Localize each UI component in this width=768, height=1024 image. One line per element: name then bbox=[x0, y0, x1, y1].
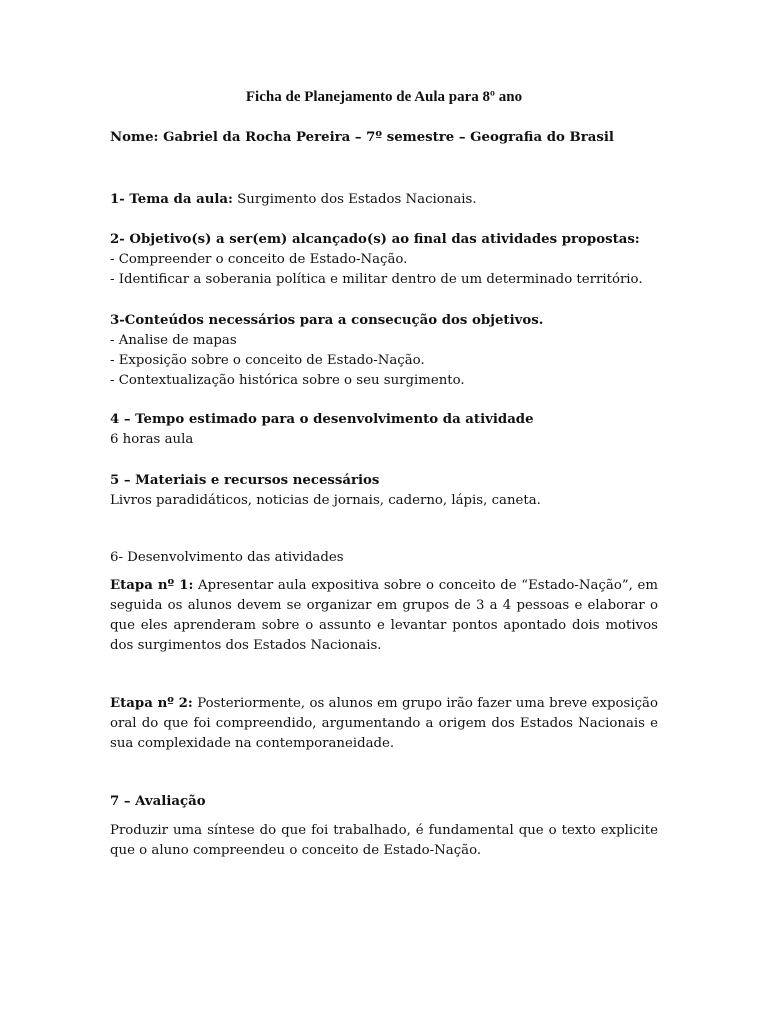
content-item: - Exposição sobre o conceito de Estado-Nação. bbox=[110, 353, 425, 368]
content-item: - Analise de mapas bbox=[110, 333, 237, 348]
section-4-text: 6 horas aula bbox=[110, 432, 194, 447]
objective-item: - Identificar a soberania política e militar dentro de um determinado território. bbox=[110, 272, 643, 287]
section-4-time bbox=[110, 410, 658, 450]
etapa-2-paragraph bbox=[110, 694, 658, 754]
section-2-heading: 2- Objetivo(s) a ser(em) alcançado(s) ao final das atividades propostas: bbox=[110, 232, 640, 247]
etapa-1-paragraph bbox=[110, 576, 658, 656]
document-title: Ficha de Planejamento de Aula para 8º ano bbox=[245, 89, 523, 105]
objective-item: - Compreender o conceito de Estado-Nação. bbox=[110, 252, 408, 267]
section-5-materials bbox=[110, 471, 658, 511]
section-2-objectives bbox=[110, 230, 658, 290]
section-6-heading: 6- Desenvolvimento das atividades bbox=[110, 550, 344, 565]
etapa-1-text: Apresentar aula expositiva sobre o conceito de “Estado-Nação”, em seguida os alunos devem se organizar em grupos de 3 a 4 pessoas e elaborar o que eles aprenderam sobre o assunto e levantar pontos apontado dois motivos dos surgimentos dos Estados Nacionais. bbox=[110, 578, 658, 653]
section-1-label: 1- Tema da aula: bbox=[110, 192, 233, 207]
section-7-heading: 7 – Avaliação bbox=[110, 794, 206, 809]
section-1-theme bbox=[110, 190, 658, 210]
section-5-text: Livros paradidáticos, noticias de jornais, caderno, lápis, caneta. bbox=[110, 493, 541, 508]
etapa-1-label: Etapa nº 1: bbox=[110, 578, 194, 593]
content-item: - Contextualização histórica sobre o seu surgimento. bbox=[110, 373, 465, 388]
section-4-heading: 4 – Tempo estimado para o desenvolvimento da atividade bbox=[110, 412, 534, 427]
section-3-heading: 3-Conteúdos necessários para a consecução dos objetivos. bbox=[110, 313, 544, 328]
etapa-2-label: Etapa nº 2: bbox=[110, 696, 193, 711]
section-7-text: Produzir uma síntese do que foi trabalhado, é fundamental que o texto explicite que o aluno compreendeu o conceito de Estado-Nação. bbox=[110, 823, 658, 858]
section-3-contents bbox=[110, 311, 658, 391]
etapa-2-text: Posteriormente, os alunos em grupo irão fazer uma breve exposição oral do que foi compreendido, argumentando a origem dos Estados Nacionais e sua complexidade na contemporaneidade. bbox=[110, 696, 658, 751]
section-5-heading: 5 – Materiais e recursos necessários bbox=[110, 473, 380, 488]
section-1-text: Surgimento dos Estados Nacionais. bbox=[232, 192, 477, 207]
author-line: Nome: Gabriel da Rocha Pereira – 7º semestre – Geografia do Brasil bbox=[110, 130, 614, 145]
